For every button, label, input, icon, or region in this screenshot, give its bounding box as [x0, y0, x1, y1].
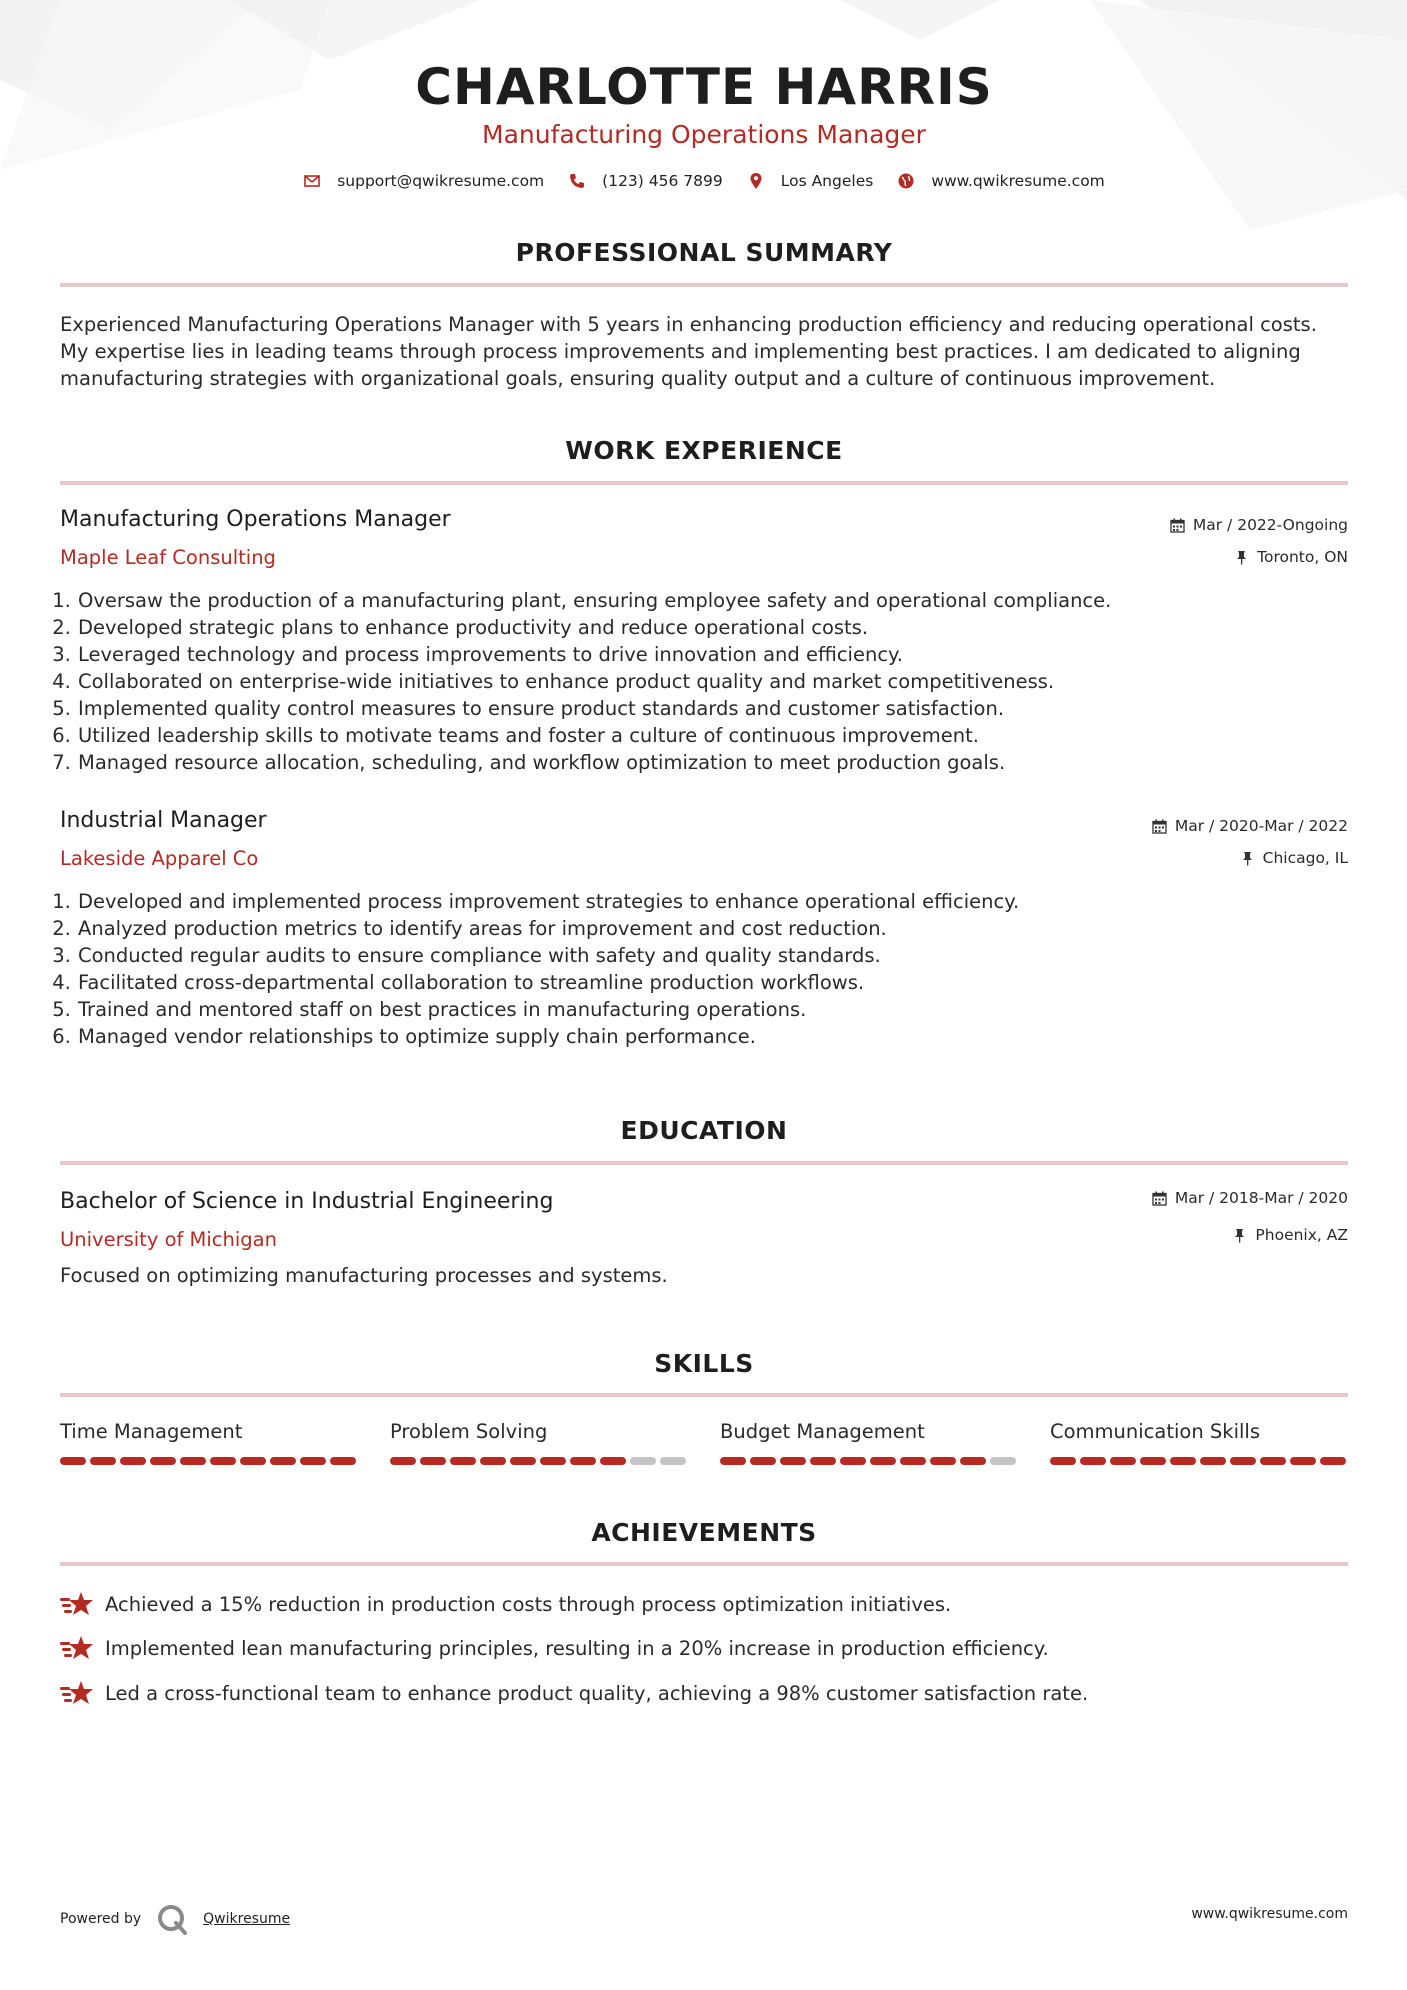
skill-segment-filled [1320, 1457, 1346, 1465]
skill-segment-filled [1050, 1457, 1076, 1465]
duty-item: 5. Implemented quality control measures to ensure product standards and customer satisfaction. [77, 695, 1327, 722]
skill-segment-filled [90, 1457, 116, 1465]
globe-icon [897, 172, 915, 190]
skill-segment-filled [210, 1457, 236, 1465]
skill-level-bar [390, 1457, 690, 1465]
contact-website[interactable] [897, 172, 1104, 190]
skill-segment-filled [510, 1457, 536, 1465]
calendar-icon [1170, 518, 1185, 533]
map-pin-icon [747, 172, 765, 190]
achievements-heading: ACHIEVEMENTS [591, 1518, 817, 1547]
achievement-text: Led a cross-functional team to enhance product quality, achieving a 98% customer satisfaction rate. [105, 1681, 1089, 1705]
duty-item: 2. Developed strategic plans to enhance productivity and reduce operational costs. [77, 614, 1327, 641]
skill-segment-filled [330, 1457, 356, 1465]
skills-divider [60, 1393, 1348, 1397]
achievement-text: Implemented lean manufacturing principles, resulting in a 20% increase in production efficiency. [105, 1636, 1049, 1660]
skill-segment-filled [600, 1457, 626, 1465]
skill-name: Time Management [60, 1420, 243, 1443]
skill-segment-filled [930, 1457, 956, 1465]
pushpin-icon [1232, 1228, 1247, 1243]
skill-segment-filled [390, 1457, 416, 1465]
skill-segment-filled [120, 1457, 146, 1465]
duty-item: 1. Developed and implemented process improvement strategies to enhance operational efficiency. [77, 888, 1327, 915]
qwikresume-logo-icon [155, 1902, 189, 1936]
contact-location [747, 172, 874, 190]
skill-segment-filled [450, 1457, 476, 1465]
shooting-star-icon [60, 1634, 94, 1662]
job-company: Lakeside Apparel Co [60, 847, 259, 870]
skill-segment-filled [240, 1457, 266, 1465]
job-dates-text: Mar / 2020-Mar / 2022 [1174, 817, 1348, 835]
achievement-item [60, 1634, 1049, 1662]
duty-item: 4. Facilitated cross-departmental collaboration to streamline production workflows. [77, 969, 1327, 996]
skill-segment-filled [540, 1457, 566, 1465]
skill-segment-filled [480, 1457, 506, 1465]
skills-heading: SKILLS [654, 1349, 754, 1378]
job-dates [1152, 817, 1348, 835]
skill-segment-filled [1080, 1457, 1106, 1465]
pushpin-icon [1240, 851, 1255, 866]
achievement-text: Achieved a 15% reduction in production costs through process optimization initiatives. [105, 1592, 952, 1616]
calendar-icon [1152, 819, 1167, 834]
contact-location-text: Los Angeles [780, 172, 874, 190]
skill-segment-filled [150, 1457, 176, 1465]
duty-item: 3. Conducted regular audits to ensure compliance with safety and quality standards. [77, 942, 1327, 969]
contact-bar [60, 172, 1348, 190]
education-divider [60, 1161, 1348, 1165]
skill-segment-filled [720, 1457, 746, 1465]
job-duties-list [60, 888, 1327, 1050]
job-location [1234, 548, 1348, 566]
contact-email[interactable] [303, 172, 544, 190]
envelope-icon [303, 172, 321, 190]
skill-segment-empty [630, 1457, 656, 1465]
job-dates [1170, 516, 1348, 534]
skill-segment-filled [420, 1457, 446, 1465]
shooting-star-icon [60, 1590, 94, 1618]
skill-segment-filled [1200, 1457, 1226, 1465]
skill-segment-filled [270, 1457, 296, 1465]
shooting-star-icon [60, 1679, 94, 1707]
skill-segment-filled [1170, 1457, 1196, 1465]
skill-segment-filled [300, 1457, 326, 1465]
achievements-divider [60, 1562, 1348, 1566]
footer-powered-by [60, 1902, 290, 1936]
job-location-text: Toronto, ON [1257, 548, 1348, 566]
skill-item [1050, 1420, 1350, 1465]
job-location [1240, 849, 1348, 867]
skill-level-bar [1050, 1457, 1350, 1465]
calendar-icon [1152, 1191, 1167, 1206]
skill-name: Problem Solving [390, 1420, 548, 1443]
school-name: University of Michigan [60, 1228, 277, 1251]
skill-segment-filled [570, 1457, 596, 1465]
achievement-item [60, 1590, 951, 1618]
skill-level-bar [60, 1457, 360, 1465]
job-location-text: Chicago, IL [1262, 849, 1348, 867]
skill-segment-filled [840, 1457, 866, 1465]
job-title: Industrial Manager [60, 808, 267, 833]
job-company: Maple Leaf Consulting [60, 546, 276, 569]
candidate-name: CHARLOTTE HARRIS [415, 58, 993, 116]
contact-email-text: support@qwikresume.com [337, 172, 545, 190]
job-title: Manufacturing Operations Manager [60, 507, 451, 532]
duty-item: 6. Utilized leadership skills to motivate teams and foster a culture of continuous improvement. [77, 722, 1327, 749]
contact-website-text: www.qwikresume.com [931, 172, 1105, 190]
education-heading: EDUCATION [620, 1116, 788, 1145]
duty-item: 7. Managed resource allocation, scheduling, and workflow optimization to meet production goals. [77, 749, 1327, 776]
achievement-item [60, 1679, 1088, 1707]
education-location-text: Phoenix, AZ [1255, 1226, 1348, 1244]
degree-title: Bachelor of Science in Industrial Engineering [60, 1189, 554, 1214]
powered-by-label: Powered by [60, 1911, 142, 1927]
contact-phone-text: (123) 456 7899 [602, 172, 723, 190]
skill-segment-filled [1230, 1457, 1256, 1465]
skill-segment-filled [900, 1457, 926, 1465]
skill-level-bar [720, 1457, 1020, 1465]
skill-segment-filled [1260, 1457, 1286, 1465]
qwikresume-link[interactable]: Qwikresume [203, 1911, 291, 1927]
skill-item [390, 1420, 690, 1465]
skill-segment-filled [60, 1457, 86, 1465]
skill-segment-empty [990, 1457, 1016, 1465]
duty-item: 3. Leveraged technology and process improvements to drive innovation and efficiency. [77, 641, 1327, 668]
skill-segment-filled [870, 1457, 896, 1465]
phone-icon [568, 172, 586, 190]
duty-item: 1. Oversaw the production of a manufacturing plant, ensuring employee safety and operational compliance. [77, 587, 1327, 614]
summary-divider [60, 283, 1348, 287]
skill-segment-filled [1110, 1457, 1136, 1465]
education-description: Focused on optimizing manufacturing processes and systems. [60, 1264, 668, 1287]
duty-item: 6. Managed vendor relationships to optimize supply chain performance. [77, 1023, 1327, 1050]
skill-name: Budget Management [720, 1420, 925, 1443]
duty-item: 4. Collaborated on enterprise-wide initiatives to enhance product quality and market competitiveness. [77, 668, 1327, 695]
skill-segment-filled [1290, 1457, 1316, 1465]
skill-item [60, 1420, 360, 1465]
skill-segment-filled [750, 1457, 776, 1465]
education-location [1232, 1226, 1348, 1244]
skill-item [720, 1420, 1020, 1465]
footer-website[interactable]: www.qwikresume.com [1191, 1906, 1348, 1922]
summary-heading: PROFESSIONAL SUMMARY [515, 238, 893, 267]
skill-segment-filled [780, 1457, 806, 1465]
skill-segment-empty [660, 1457, 686, 1465]
job-duties-list [60, 587, 1327, 776]
summary-text: Experienced Manufacturing Operations Manager with 5 years in enhancing production efficiency and reducing operational costs. My expertise lies in leading teams through process improvements and implementing best practices. I am dedicated to aligning manufacturing strategies with organizational goals, ensuring quality output and a culture of continuous improvement. [60, 313, 1317, 390]
job-dates-text: Mar / 2022-Ongoing [1192, 516, 1348, 534]
pushpin-icon [1234, 550, 1249, 565]
skill-segment-filled [960, 1457, 986, 1465]
candidate-title: Manufacturing Operations Manager [482, 120, 926, 149]
experience-heading: WORK EXPERIENCE [565, 436, 843, 465]
skill-segment-filled [180, 1457, 206, 1465]
duty-item: 2. Analyzed production metrics to identify areas for improvement and cost reduction. [77, 915, 1327, 942]
skill-segment-filled [1140, 1457, 1166, 1465]
education-dates [1152, 1189, 1348, 1207]
contact-phone[interactable] [568, 172, 723, 190]
experience-divider [60, 481, 1348, 485]
skill-segment-filled [810, 1457, 836, 1465]
skill-name: Communication Skills [1050, 1420, 1260, 1443]
duty-item: 5. Trained and mentored staff on best practices in manufacturing operations. [77, 996, 1327, 1023]
education-dates-text: Mar / 2018-Mar / 2020 [1174, 1189, 1348, 1207]
